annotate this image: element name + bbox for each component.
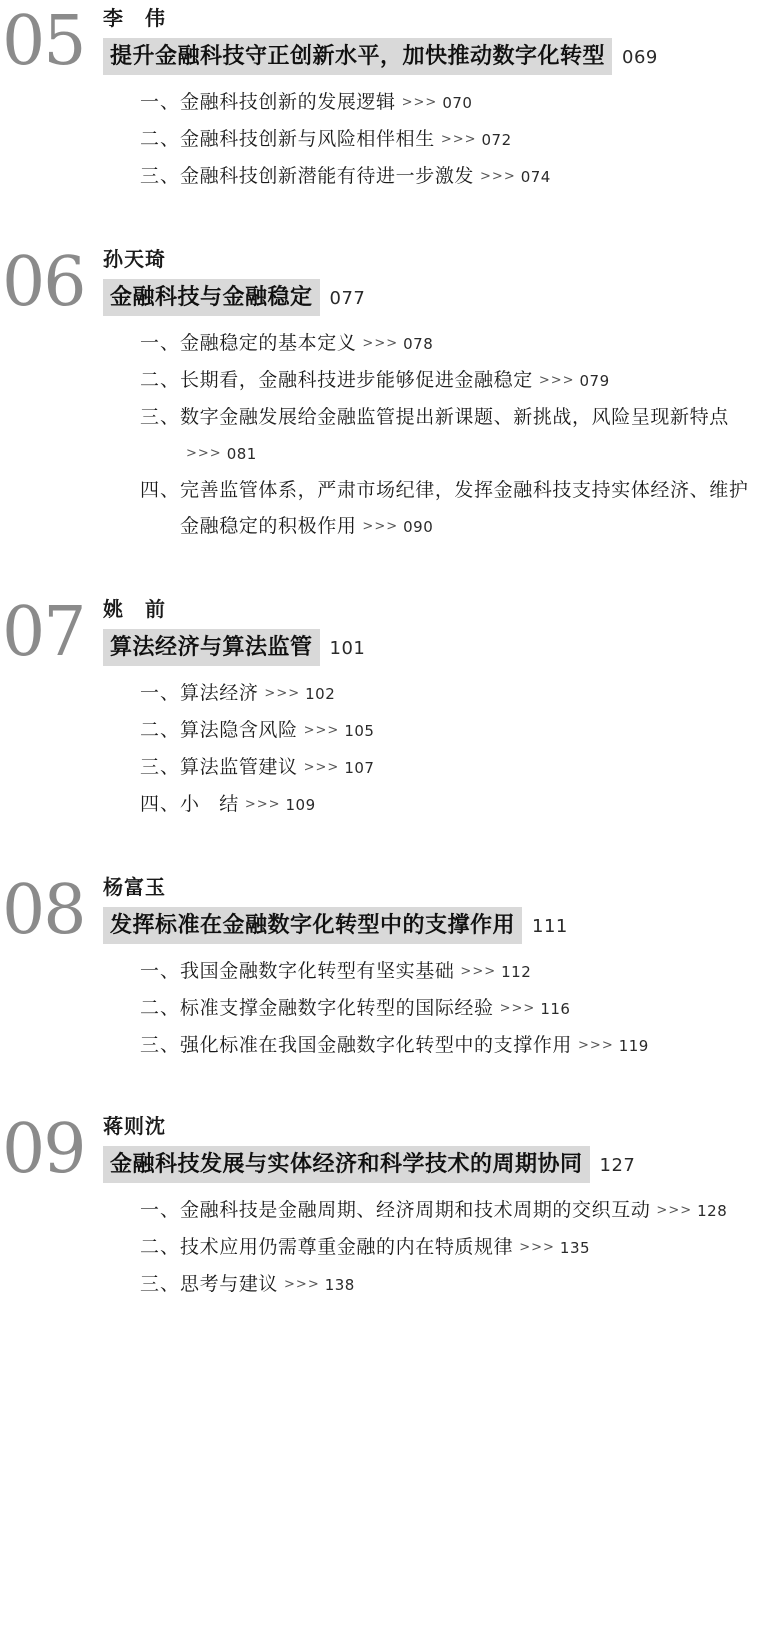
section-text: 算法监管建议	[180, 757, 298, 778]
section-text: 思考与建议	[180, 1274, 279, 1295]
toc-entry	[0, 593, 758, 823]
entry-author: 杨富玉	[103, 877, 166, 899]
section-text: 数字金融发展给金融监管提出新课题、新挑战，风险呈现新特点	[180, 407, 729, 428]
entry-sections	[103, 326, 758, 545]
section-label: 三、	[140, 1274, 181, 1295]
section-label: 二、	[140, 720, 181, 741]
section-text: 技术应用仍需尊重金融的内在特质规律	[180, 1237, 514, 1258]
section-body	[180, 991, 758, 1027]
entry-title-row	[103, 629, 758, 666]
entry-sections	[103, 85, 758, 195]
toc-section[interactable]	[140, 363, 758, 399]
section-body	[180, 159, 758, 195]
section-text: 标准支撑金融数字化转型的国际经验	[180, 998, 494, 1019]
section-text: 算法经济	[180, 683, 259, 704]
section-text: 金融稳定的基本定义	[180, 333, 357, 354]
section-body	[180, 400, 758, 472]
section-page-number: 109	[285, 796, 316, 814]
toc-entry	[0, 1110, 758, 1303]
toc-section[interactable]	[140, 400, 758, 472]
section-label: 二、	[140, 998, 181, 1019]
section-page-number: 128	[697, 1202, 728, 1220]
section-label: 三、	[140, 757, 181, 778]
section-text: 完善监管体系，严肃市场纪律，发挥金融科技支持实体经济、维护金融稳定的积极作用	[180, 480, 749, 537]
section-body	[180, 954, 758, 990]
leader-dots: >>>	[538, 373, 575, 388]
section-text: 强化标准在我国金融数字化转型中的支撑作用	[180, 1035, 573, 1056]
leader-dots: >>>	[440, 132, 477, 147]
section-label: 一、	[140, 92, 181, 113]
entry-number: 08	[2, 871, 85, 950]
section-body	[180, 787, 758, 823]
leader-dots: >>>	[578, 1038, 614, 1053]
section-body	[180, 473, 758, 545]
section-label: 一、	[140, 961, 181, 982]
section-label: 一、	[140, 683, 181, 704]
section-page-number: 074	[520, 168, 551, 186]
toc-section[interactable]	[140, 1267, 758, 1303]
section-page-number: 072	[481, 131, 512, 149]
leader-dots: >>>	[519, 1240, 555, 1255]
section-text: 金融科技是金融周期、经济周期和技术周期的交织互动	[180, 1200, 651, 1221]
section-page-number: 112	[501, 963, 532, 981]
leader-dots: >>>	[362, 336, 399, 351]
entry-page-number: 077	[329, 288, 366, 309]
section-label: 二、	[140, 129, 181, 150]
section-page-number: 078	[403, 335, 434, 353]
section-body	[180, 326, 758, 362]
leader-dots: >>>	[480, 169, 516, 184]
entry-sections	[103, 1193, 758, 1303]
toc-section[interactable]	[140, 787, 758, 823]
toc-section[interactable]	[140, 954, 758, 990]
toc-section[interactable]	[140, 122, 758, 158]
entry-number: 09	[2, 1110, 85, 1189]
section-text: 金融科技创新与风险相伴相生	[180, 129, 435, 150]
section-label: 二、	[140, 370, 181, 391]
leader-dots: >>>	[264, 686, 301, 701]
entry-number: 07	[2, 593, 85, 672]
section-body	[180, 1267, 758, 1303]
entry-page-number: 069	[622, 47, 658, 68]
section-page-number: 079	[579, 372, 610, 390]
entry-page-number: 111	[532, 916, 568, 937]
entry-title[interactable]: 金融科技发展与实体经济和科学技术的周期协同	[103, 1146, 590, 1183]
entry-title-row	[103, 907, 758, 944]
section-page-number: 116	[540, 1000, 571, 1018]
section-body	[180, 122, 758, 158]
toc-entry	[0, 2, 758, 195]
section-page-number: 107	[344, 759, 375, 777]
section-body	[180, 676, 758, 712]
section-label: 四、	[140, 480, 181, 501]
section-page-number: 138	[324, 1276, 355, 1294]
section-label: 一、	[140, 1200, 181, 1221]
toc-section[interactable]	[140, 991, 758, 1027]
entry-sections	[103, 676, 758, 823]
section-page-number: 119	[618, 1037, 649, 1055]
toc-section[interactable]	[140, 1230, 758, 1266]
section-label: 三、	[140, 166, 181, 187]
section-body	[180, 713, 758, 749]
leader-dots: >>>	[401, 95, 438, 110]
leader-dots: >>>	[362, 519, 399, 534]
leader-dots: >>>	[460, 964, 497, 979]
section-text: 算法隐含风险	[180, 720, 298, 741]
entry-title[interactable]: 发挥标准在金融数字化转型中的支撑作用	[103, 907, 522, 944]
section-body	[180, 363, 758, 399]
section-page-number: 102	[305, 685, 336, 703]
section-text: 我国金融数字化转型有坚实基础	[180, 961, 455, 982]
entry-title-row	[103, 38, 758, 75]
toc-section[interactable]	[140, 1028, 758, 1064]
toc-section[interactable]	[140, 159, 758, 195]
entry-author: 李 伟	[103, 8, 166, 30]
toc-section[interactable]	[140, 1193, 758, 1229]
section-text: 小 结	[180, 794, 239, 815]
entry-sections	[103, 954, 758, 1064]
entry-title[interactable]: 金融科技与金融稳定	[103, 279, 320, 316]
entry-page-number: 101	[329, 638, 366, 659]
leader-dots: >>>	[244, 797, 281, 812]
section-text: 金融科技创新的发展逻辑	[180, 92, 396, 113]
entry-title[interactable]: 算法经济与算法监管	[103, 629, 320, 666]
entry-title-row	[103, 1146, 758, 1183]
entry-number: 05	[2, 2, 85, 81]
leader-dots: >>>	[186, 446, 222, 461]
toc-section[interactable]	[140, 750, 758, 786]
entry-author: 孙天琦	[103, 249, 166, 271]
leader-dots: >>>	[499, 1001, 536, 1016]
leader-dots: >>>	[284, 1277, 320, 1292]
section-body	[180, 1230, 758, 1266]
toc-section[interactable]	[140, 676, 758, 712]
toc-entry	[0, 871, 758, 1064]
section-label: 二、	[140, 1237, 181, 1258]
entry-title[interactable]: 提升金融科技守正创新水平，加快推动数字化转型	[103, 38, 612, 75]
leader-dots: >>>	[303, 723, 340, 738]
leader-dots: >>>	[656, 1203, 693, 1218]
section-page-number: 135	[559, 1239, 591, 1257]
section-body	[180, 750, 758, 786]
section-label: 三、	[140, 407, 181, 428]
toc-section[interactable]	[140, 713, 758, 749]
entry-title-row	[103, 279, 758, 316]
table-of-contents	[0, 2, 758, 1303]
section-page-number: 090	[403, 518, 434, 536]
section-text: 金融科技创新潜能有待进一步激发	[180, 166, 475, 187]
toc-section[interactable]	[140, 326, 758, 362]
section-page-number: 081	[226, 445, 257, 463]
leader-dots: >>>	[303, 760, 340, 775]
section-body	[180, 1028, 758, 1064]
entry-author: 蒋则沈	[103, 1116, 166, 1138]
toc-section[interactable]	[140, 85, 758, 121]
section-body	[180, 1193, 758, 1229]
section-page-number: 105	[344, 722, 375, 740]
section-text: 长期看，金融科技进步能够促进金融稳定	[180, 370, 533, 391]
entry-page-number: 127	[599, 1155, 636, 1176]
entry-number: 06	[2, 243, 85, 322]
entry-author: 姚 前	[103, 599, 166, 621]
section-label: 一、	[140, 333, 181, 354]
section-page-number: 070	[442, 94, 473, 112]
section-body	[180, 85, 758, 121]
toc-entry	[0, 243, 758, 545]
toc-section[interactable]	[140, 473, 758, 545]
section-label: 三、	[140, 1035, 181, 1056]
section-label: 四、	[140, 794, 181, 815]
